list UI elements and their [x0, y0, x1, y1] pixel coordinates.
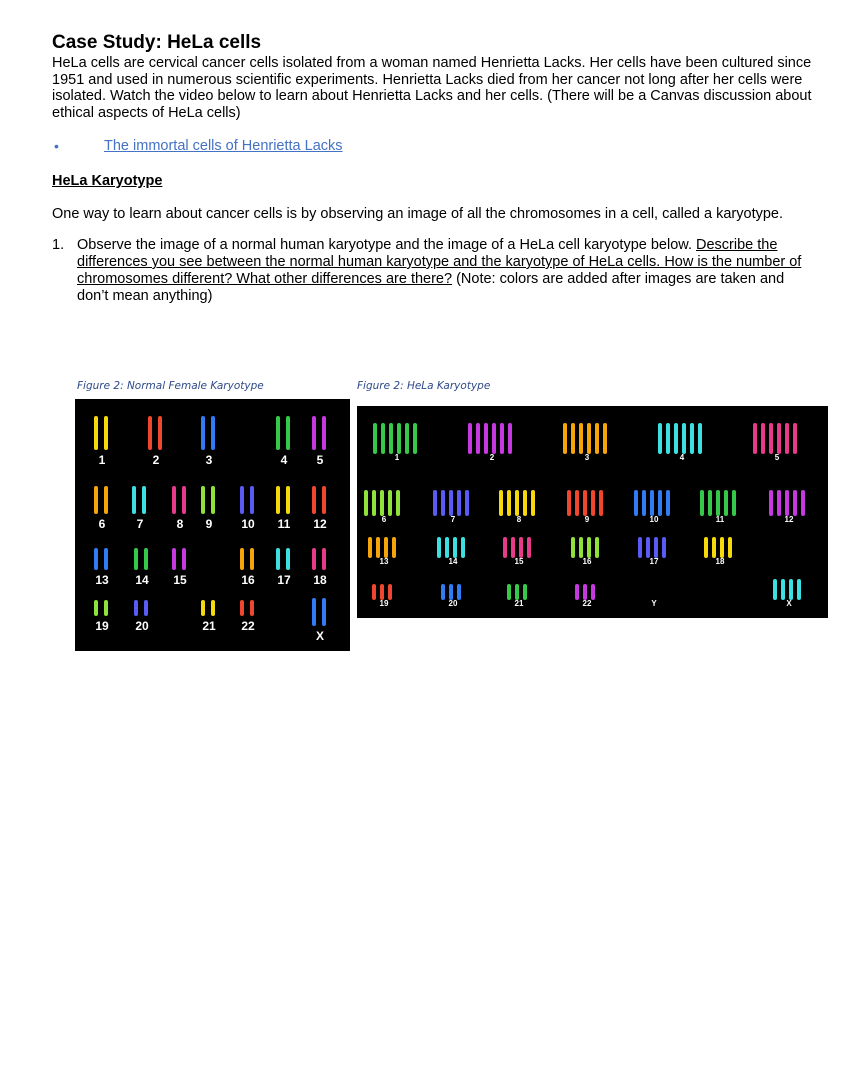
chromosome-shape	[484, 423, 488, 454]
chromosome-shape	[634, 490, 638, 516]
chromosome-label: 12	[313, 517, 327, 531]
chromosome-shape	[587, 537, 591, 558]
chromosome-shape	[507, 490, 511, 516]
chromosome-shape	[240, 486, 244, 514]
question-number: 1.	[52, 237, 65, 253]
chromosome-label: 5	[316, 453, 324, 467]
chromosome-shape	[441, 490, 445, 516]
chromosome-label: 22	[241, 619, 255, 633]
chromosome-label: 13	[95, 573, 109, 587]
video-link-item	[52, 138, 812, 154]
chromosome-shape	[453, 537, 457, 558]
chromosome-label: 16	[582, 557, 592, 566]
chromosome-shape	[682, 423, 686, 454]
chromosome-shape	[134, 600, 138, 616]
chromosome-shape	[595, 537, 599, 558]
chromosome-label: 4	[679, 453, 685, 462]
chromosome-shape	[583, 490, 587, 516]
chromosome-label: 1	[394, 453, 400, 462]
chromosome-shape	[142, 486, 146, 514]
chromosome-shape	[583, 584, 587, 600]
chromosome-shape	[708, 490, 712, 516]
chromosome-shape	[182, 486, 186, 514]
normal-karyotype-image	[76, 400, 349, 650]
chromosome-shape	[523, 490, 527, 516]
chromosome-shape	[286, 486, 290, 514]
chromosome-shape	[380, 584, 384, 600]
chromosome-shape	[312, 598, 316, 626]
question-lead: Observe the image of a normal human karyotype and the image of a HeLa cell karyotype below.	[77, 237, 692, 253]
chromosome-shape	[172, 548, 176, 570]
chromosome-shape	[499, 490, 503, 516]
chromosome-shape	[211, 416, 215, 450]
chromosome-shape	[461, 537, 465, 558]
chromosome-shape	[492, 423, 496, 454]
chromosome-shape	[172, 486, 176, 514]
chromosome-shape	[654, 537, 658, 558]
chromosome-shape	[457, 584, 461, 600]
chromosome-shape	[437, 537, 441, 558]
chromosome-shape	[599, 490, 603, 516]
chromosome-shape	[396, 490, 400, 516]
chromosome-shape	[674, 423, 678, 454]
chromosome-label: 19	[95, 619, 109, 633]
chromosome-shape	[240, 548, 244, 570]
chromosome-shape	[531, 490, 535, 516]
chromosome-label: 10	[649, 515, 659, 524]
chromosome-label: 22	[582, 599, 592, 608]
chromosome-shape	[276, 416, 280, 450]
chromosome-shape	[384, 537, 388, 558]
chromosome-shape	[724, 490, 728, 516]
chromosome-label: 5	[774, 453, 780, 462]
chromosome-label: Y	[651, 599, 657, 608]
chromosome-label: 20	[448, 599, 458, 608]
chromosome-label: 13	[379, 557, 389, 566]
chromosome-shape	[132, 486, 136, 514]
chromosome-label: 14	[448, 557, 458, 566]
hela-karyotype-svg	[357, 406, 828, 618]
chromosome-shape	[690, 423, 694, 454]
chromosome-shape	[503, 537, 507, 558]
chromosome-shape	[773, 579, 777, 600]
chromosome-shape	[144, 548, 148, 570]
chromosome-shape	[728, 537, 732, 558]
chromosome-shape	[777, 423, 781, 454]
chromosome-label: 8	[176, 517, 184, 531]
chromosome-shape	[276, 548, 280, 570]
chromosome-shape	[94, 486, 98, 514]
chromosome-label: 21	[514, 599, 524, 608]
question-text	[77, 237, 812, 305]
karyotype-paragraph: One way to learn about cancer cells is by observing an image of all the chromosomes in a cell, called a karyotype.	[52, 206, 784, 222]
chromosome-label: 11	[715, 515, 725, 524]
question-note: (Note: colors are added after images are taken and don’t mean anything)	[77, 271, 785, 304]
chromosome-shape	[732, 490, 736, 516]
chromosome-shape	[441, 584, 445, 600]
chromosome-shape	[801, 490, 805, 516]
chromosome-shape	[286, 416, 290, 450]
chromosome-label: 18	[313, 573, 327, 587]
chromosome-shape	[449, 584, 453, 600]
chromosome-shape	[666, 423, 670, 454]
chromosome-shape	[276, 486, 280, 514]
chromosome-shape	[322, 548, 326, 570]
chromosome-label: 3	[205, 453, 213, 467]
chromosome-shape	[372, 584, 376, 600]
chromosome-shape	[449, 490, 453, 516]
chromosome-label: 6	[98, 517, 106, 531]
chromosome-shape	[372, 490, 376, 516]
chromosome-shape	[182, 548, 186, 570]
chromosome-shape	[104, 548, 108, 570]
chromosome-shape	[712, 537, 716, 558]
chromosome-shape	[201, 416, 205, 450]
chromosome-shape	[781, 579, 785, 600]
chromosome-shape	[769, 490, 773, 516]
chromosome-label: 12	[784, 515, 794, 524]
chromosome-shape	[380, 490, 384, 516]
chromosome-shape	[211, 486, 215, 514]
chromosome-label: 15	[173, 573, 187, 587]
chromosome-label: 2	[489, 453, 495, 462]
question-1	[52, 237, 812, 305]
chromosome-label: X	[786, 599, 792, 608]
bullet-icon: •	[54, 138, 59, 154]
chromosome-label: 17	[277, 573, 291, 587]
document-body	[52, 32, 812, 305]
chromosome-shape	[433, 490, 437, 516]
chromosome-shape	[515, 490, 519, 516]
chromosome-label: 3	[584, 453, 590, 462]
chromosome-shape	[476, 423, 480, 454]
chromosome-shape	[508, 423, 512, 454]
chromosome-shape	[650, 490, 654, 516]
chromosome-label: 20	[135, 619, 149, 633]
chromosome-shape	[388, 584, 392, 600]
chromosome-shape	[591, 584, 595, 600]
chromosome-shape	[148, 416, 152, 450]
chromosome-label: 1	[98, 453, 106, 467]
chromosome-label: 6	[381, 515, 387, 524]
chromosome-label: 16	[241, 573, 255, 587]
chromosome-shape	[642, 490, 646, 516]
chromosome-label: X	[315, 629, 325, 643]
chromosome-shape	[646, 537, 650, 558]
chromosome-shape	[211, 600, 215, 616]
chromosome-shape	[579, 537, 583, 558]
video-link[interactable]: The immortal cells of Henrietta Lacks	[104, 138, 343, 154]
chromosome-label: 7	[136, 517, 144, 531]
chromosome-shape	[527, 537, 531, 558]
chromosome-shape	[571, 537, 575, 558]
chromosome-shape	[658, 423, 662, 454]
chromosome-shape	[575, 584, 579, 600]
chromosome-label: 7	[450, 515, 456, 524]
chromosome-label: 10	[241, 517, 255, 531]
chromosome-label: 9	[584, 515, 590, 524]
chromosome-shape	[523, 584, 527, 600]
chromosome-shape	[666, 490, 670, 516]
left-figure-caption: Figure 2: Normal Female Karyotype	[77, 380, 264, 392]
chromosome-label: 18	[715, 557, 725, 566]
chromosome-shape	[571, 423, 575, 454]
page-title: Case Study: HeLa cells	[52, 32, 262, 53]
chromosome-shape	[500, 423, 504, 454]
chromosome-shape	[468, 423, 472, 454]
right-figure-caption: Figure 2: HeLa Karyotype	[357, 380, 491, 392]
chromosome-shape	[104, 416, 108, 450]
chromosome-shape	[515, 584, 519, 600]
chromosome-shape	[322, 486, 326, 514]
chromosome-shape	[761, 423, 765, 454]
chromosome-shape	[104, 600, 108, 616]
chromosome-shape	[603, 423, 607, 454]
chromosome-shape	[704, 537, 708, 558]
chromosome-shape	[591, 490, 595, 516]
hela-karyotype-image	[357, 406, 828, 618]
chromosome-shape	[388, 490, 392, 516]
chromosome-label: 19	[379, 599, 389, 608]
chromosome-shape	[785, 423, 789, 454]
chromosome-shape	[368, 537, 372, 558]
chromosome-shape	[376, 537, 380, 558]
intro-paragraph: HeLa cells are cervical cancer cells isolated from a woman named Henrietta Lacks. Her cells have been cultured since 1951 and used in numerous scientific experiments. Henrietta Lacks died from her cancer not long after her cells were isolated. Watch the video below to learn about Henrietta Lacks and her cells. (There will be a Canvas discussion about ethical aspects of HeLa cells)	[52, 55, 812, 121]
chromosome-shape	[698, 423, 702, 454]
chromosome-shape	[507, 584, 511, 600]
chromosome-label: 14	[135, 573, 149, 587]
chromosome-shape	[511, 537, 515, 558]
chromosome-shape	[94, 600, 98, 616]
chromosome-shape	[312, 548, 316, 570]
chromosome-shape	[405, 423, 409, 454]
chromosome-shape	[201, 486, 205, 514]
chromosome-shape	[201, 600, 205, 616]
chromosome-shape	[134, 548, 138, 570]
chromosome-label: 21	[202, 619, 216, 633]
chromosome-shape	[250, 548, 254, 570]
chromosome-shape	[240, 600, 244, 616]
chromosome-shape	[312, 416, 316, 450]
chromosome-label: 9	[205, 517, 213, 531]
normal-karyotype-svg	[78, 402, 347, 648]
section-heading: HeLa Karyotype	[52, 173, 163, 189]
chromosome-shape	[94, 416, 98, 450]
chromosome-shape	[595, 423, 599, 454]
chromosome-shape	[567, 490, 571, 516]
chromosome-shape	[322, 416, 326, 450]
chromosome-shape	[769, 423, 773, 454]
chromosome-shape	[397, 423, 401, 454]
chromosome-shape	[286, 548, 290, 570]
chromosome-shape	[579, 423, 583, 454]
chromosome-shape	[413, 423, 417, 454]
chromosome-shape	[753, 423, 757, 454]
chromosome-shape	[381, 423, 385, 454]
chromosome-shape	[575, 490, 579, 516]
chromosome-shape	[373, 423, 377, 454]
chromosome-shape	[563, 423, 567, 454]
chromosome-shape	[250, 600, 254, 616]
chromosome-shape	[720, 537, 724, 558]
chromosome-shape	[457, 490, 461, 516]
chromosome-shape	[364, 490, 368, 516]
chromosome-shape	[793, 423, 797, 454]
chromosome-label: 4	[280, 453, 288, 467]
chromosome-shape	[658, 490, 662, 516]
chromosome-label: 2	[152, 453, 160, 467]
chromosome-shape	[700, 490, 704, 516]
chromosome-shape	[158, 416, 162, 450]
chromosome-shape	[104, 486, 108, 514]
chromosome-shape	[250, 486, 254, 514]
question-underlined: Describe the differences you see between the normal human karyotype and the karyotype of HeLa cells. How is the number of chromosomes different? What other differences are there?	[77, 237, 802, 287]
chromosome-shape	[312, 486, 316, 514]
chromosome-label: 15	[514, 557, 524, 566]
chromosome-shape	[144, 600, 148, 616]
chromosome-shape	[392, 537, 396, 558]
chromosome-label: 11	[277, 517, 291, 531]
chromosome-shape	[789, 579, 793, 600]
chromosome-shape	[797, 579, 801, 600]
chromosome-shape	[638, 537, 642, 558]
chromosome-shape	[94, 548, 98, 570]
chromosome-shape	[465, 490, 469, 516]
chromosome-shape	[793, 490, 797, 516]
chromosome-shape	[322, 598, 326, 626]
chromosome-shape	[587, 423, 591, 454]
chromosome-shape	[445, 537, 449, 558]
chromosome-shape	[519, 537, 523, 558]
chromosome-label: 8	[516, 515, 522, 524]
chromosome-shape	[785, 490, 789, 516]
chromosome-shape	[777, 490, 781, 516]
chromosome-shape	[662, 537, 666, 558]
chromosome-shape	[716, 490, 720, 516]
chromosome-shape	[389, 423, 393, 454]
chromosome-label: 17	[649, 557, 659, 566]
